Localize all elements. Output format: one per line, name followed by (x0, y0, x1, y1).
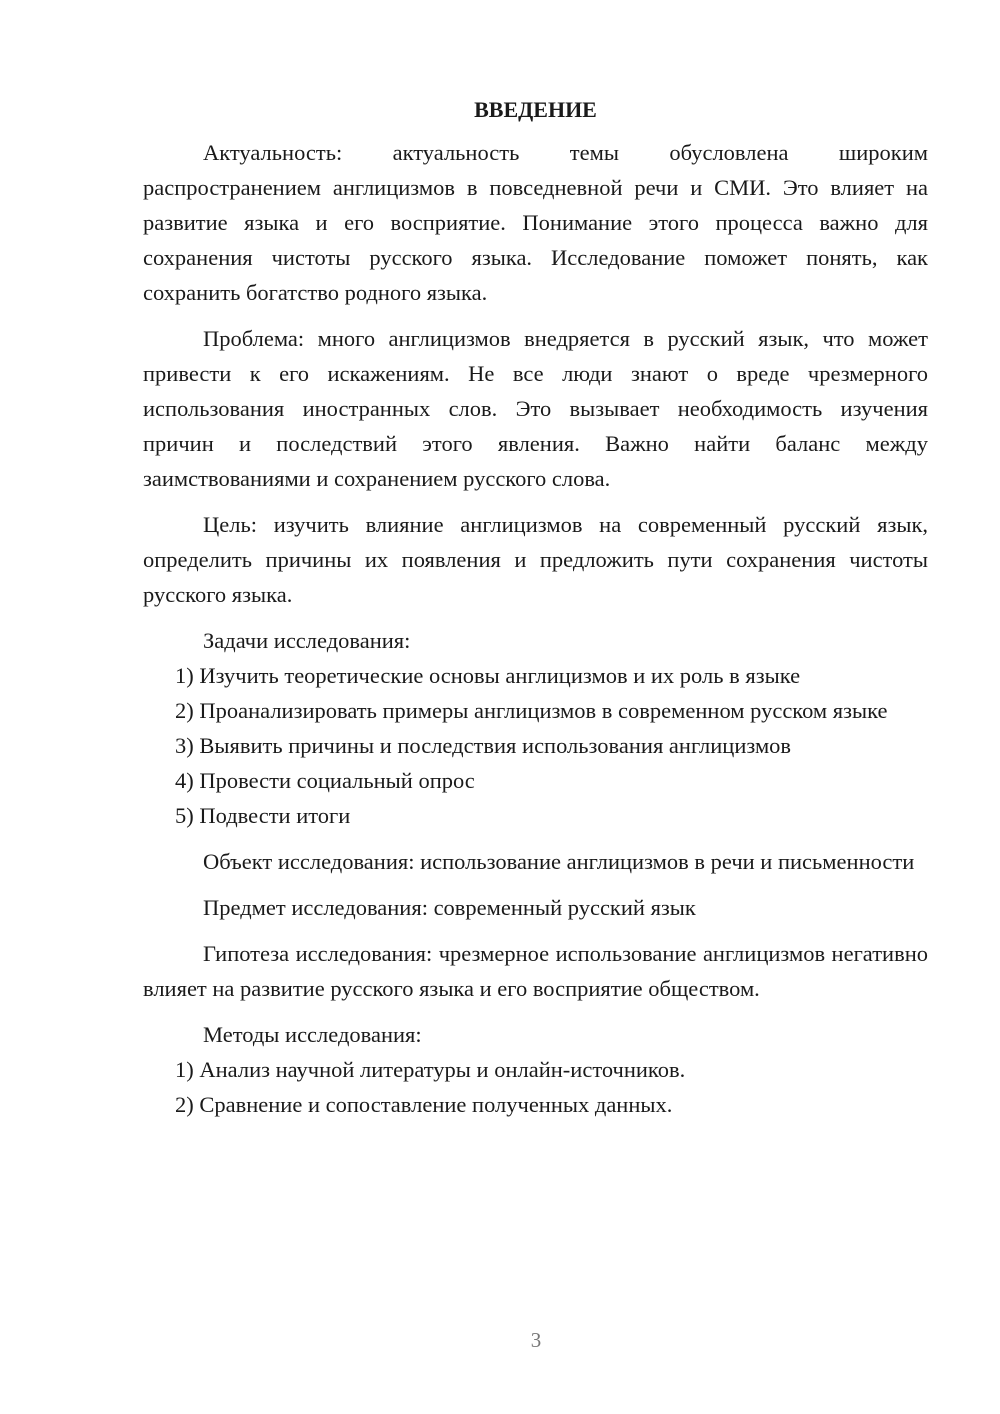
task-item: 2) Проанализировать примеры англицизмов в современном русском языке (175, 698, 888, 723)
method-item: 2) Сравнение и сопоставление полученных данных. (175, 1092, 673, 1117)
methods-heading: Методы исследования: (203, 1022, 422, 1047)
task-item: 3) Выявить причины и последствия использования англицизмов (175, 733, 792, 758)
subject-paragraph: Предмет исследования: современный русский язык (203, 895, 696, 920)
page-number: 3 (530, 1328, 542, 1352)
document-page (143, 92, 928, 1122)
object-paragraph: Объект исследования: использование англицизмов в речи и письменности (203, 849, 915, 874)
problem-paragraph: Проблема: много англицизмов внедряется в русский язык, что может привести к его искажениям. Не все люди знают о вреде чрезмерного использования иностранных слов. Это вызывает необходимость изучения причин и последствий этого явления. Важно найти баланс между заимствованиями и сохранением русского слова. (143, 326, 928, 491)
tasks-heading: Задачи исследования: (203, 628, 411, 653)
goal-paragraph: Цель: изучить влияние англицизмов на современный русский язык, определить причины их появления и предложить пути сохранения чистоты русского языка. (143, 512, 928, 607)
relevance-paragraph: Актуальность: актуальность темы обусловлена широким распространением англицизмов в повседневной речи и СМИ. Это влияет на развитие языка и его восприятие. Понимание этого процесса важно для сохранения чистоты русского языка. Исследование поможет понять, как сохранить богатство родного языка. (143, 140, 928, 305)
hypothesis-paragraph: Гипотеза исследования: чрезмерное использование англицизмов негативно влияет на развитие русского языка и его восприятие обществом. (143, 941, 928, 1001)
task-item: 4) Провести социальный опрос (175, 768, 475, 793)
section-title: ВВЕДЕНИЕ (474, 97, 597, 122)
method-item: 1) Анализ научной литературы и онлайн-источников. (175, 1057, 686, 1082)
task-item: 5) Подвести итоги (175, 803, 351, 828)
task-item: 1) Изучить теоретические основы англицизмов и их роль в языке (175, 663, 801, 688)
